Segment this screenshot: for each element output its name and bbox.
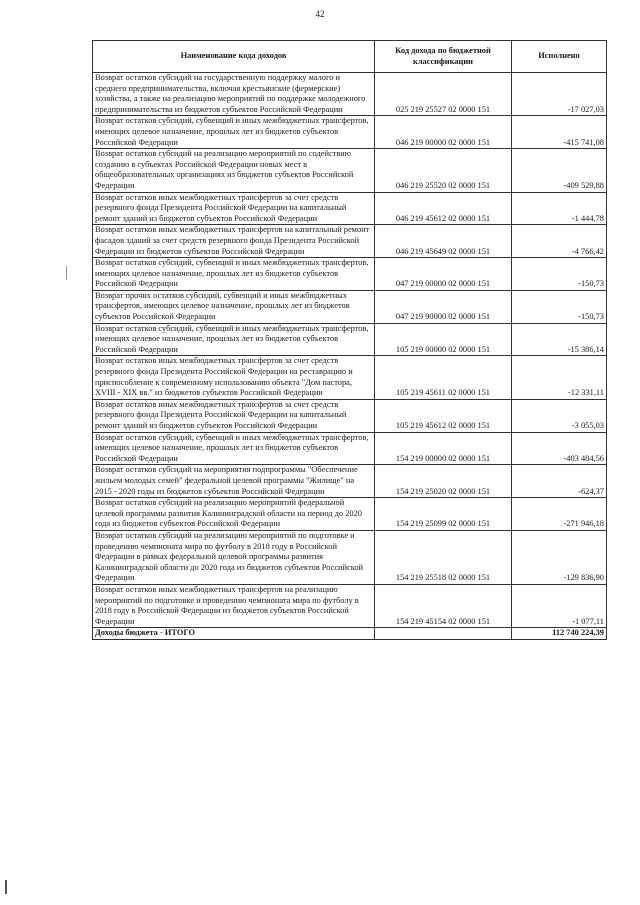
total-row [93, 628, 607, 640]
row-code: 154 219 00000 02 0000 151 [375, 432, 512, 465]
row-code: 046 219 45649 02 0000 151 [375, 225, 512, 258]
row-code: 025 219 25527 02 0000 151 [375, 73, 512, 116]
row-name: Возврат остатков субсидий, субвенций и иных межбюджетных трансфертов, имеющих целевое назначение, прошлых лет из бюджетов субъектов Российской Федерации [93, 258, 375, 291]
row-code: 047 219 00000 02 0000 151 [375, 258, 512, 291]
row-amount: -4 766,42 [512, 225, 607, 258]
total-amount: 112 740 224,39 [512, 628, 607, 640]
table-row [93, 290, 607, 323]
row-code: 154 219 25518 02 0000 151 [375, 530, 512, 584]
total-code [375, 628, 512, 640]
table-row [93, 432, 607, 465]
table-row [93, 149, 607, 192]
table-row [93, 530, 607, 584]
row-amount: -1 444,78 [512, 192, 607, 225]
header-code: Код дохода по бюджетной классификации [375, 41, 512, 73]
row-name: Возврат остатков субсидий на реализацию мероприятий федеральной целевой программы развития Калининградской области на период до 2020 года из бюджетов субъектов Российской Федерации [93, 498, 375, 531]
row-name: Возврат остатков субсидий на государственную поддержку малого и среднего предпринимательства, включая крестьянские (фермерские) хозяйства, а также на реализацию мероприятий по поддержке молодежного предпринимательства из бюджетов субъектов Российской Федерации [93, 73, 375, 116]
header-name: Наименование кода доходов [93, 41, 375, 73]
row-amount: -271 946,18 [512, 498, 607, 531]
row-name: Возврат остатков иных межбюджетных трансфертов на капитальный ремонт фасадов зданий за счет средств резервного фонда Президента Российской Федерации из бюджетов субъектов Российской Федерации [93, 225, 375, 258]
row-name: Возврат остатков субсидий на мероприятия подпрограммы "Обеспечение жильем молодых семей" федеральной целевой программы "Жилище" на 2015 - 2020 годы из бюджетов субъектов Российской Федерации [93, 465, 375, 498]
row-amount: -17 027,03 [512, 73, 607, 116]
page-number: 42 [315, 9, 325, 19]
table-row [93, 356, 607, 399]
row-amount: -624,37 [512, 465, 607, 498]
header-amount: Исполнено [512, 41, 607, 73]
table-row [93, 498, 607, 531]
table-row [93, 225, 607, 258]
row-name: Возврат остатков субсидий, субвенций и иных межбюджетных трансфертов, имеющих целевое назначение, прошлых лет из бюджетов субъектов Российской Федерации [93, 116, 375, 149]
row-name: Возврат остатков иных межбюджетных трансфертов на реализацию мероприятий по подготовке и проведению чемпионата мира по футболу в 2018 году в Российской Федерации из бюджетов субъектов Российской Федерации [93, 584, 375, 627]
table-row [93, 258, 607, 291]
row-amount: -415 741,08 [512, 116, 607, 149]
row-amount: -150,73 [512, 290, 607, 323]
table-header-row [93, 41, 607, 73]
row-amount: -150,73 [512, 258, 607, 291]
row-name: Возврат остатков субсидий на реализацию мероприятий по подготовке и проведению чемпионата мира по футболу в 2018 году в Российской Федерации в рамках федеральной целевой программы развития Калининградской области до 2020 года из бюджетов субъектов Российской Федерации [93, 530, 375, 584]
scan-mark [66, 266, 67, 280]
row-amount: -12 331,11 [512, 356, 607, 399]
total-label: Доходы бюджета - ИТОГО [93, 628, 375, 640]
row-code: 105 219 45611 02 0000 151 [375, 356, 512, 399]
row-name: Возврат остатков иных межбюджетных трансфертов за счет средств резервного фонда Президента Российской Федерации на капитальный ремонт зданий из бюджетов субъектов Российской Федерации [93, 399, 375, 432]
row-code: 046 219 25520 02 0000 151 [375, 149, 512, 192]
table-row [93, 323, 607, 356]
row-amount: -129 836,90 [512, 530, 607, 584]
table-row [93, 465, 607, 498]
row-code: 047 219 90000 02 0000 151 [375, 290, 512, 323]
row-code: 046 219 45612 02 0000 151 [375, 192, 512, 225]
table-row [93, 584, 607, 627]
row-code: 154 219 25020 02 0000 151 [375, 465, 512, 498]
row-name: Возврат остатков субсидий на реализацию мероприятий по содействию созданию в субъектах Российской Федерации новых мест в общеобразовательных организациях из бюджетов субъектов Российской Федерации [93, 149, 375, 192]
income-table [92, 40, 607, 640]
table-row [93, 116, 607, 149]
table-row [93, 73, 607, 116]
row-name: Возврат остатков субсидий, субвенций и иных межбюджетных трансфертов, имеющих целевое назначение, прошлых лет из бюджетов субъектов Российской Федерации [93, 432, 375, 465]
row-code: 105 219 45612 02 0000 151 [375, 399, 512, 432]
row-amount: -15 386,14 [512, 323, 607, 356]
row-amount: -403 484,56 [512, 432, 607, 465]
table-row [93, 192, 607, 225]
row-name: Возврат остатков иных межбюджетных трансфертов за счет средств резервного фонда Президента Российской Федерации на капитальный ремонт зданий из бюджетов субъектов Российской Федерации [93, 192, 375, 225]
row-name: Возврат остатков субсидий, субвенций и иных межбюджетных трансфертов, имеющих целевое назначение, прошлых лет из бюджетов субъектов Российской Федерации [93, 323, 375, 356]
row-amount: -1 077,11 [512, 584, 607, 627]
row-amount: -409 529,88 [512, 149, 607, 192]
row-code: 154 219 45154 02 0000 151 [375, 584, 512, 627]
row-name: Возврат прочих остатков субсидий, субвенций и иных межбюджетных трансфертов, имеющих целевое назначение, прошлых лет из бюджетов субъектов Российской Федерации [93, 290, 375, 323]
row-code: 046 219 00000 02 0000 151 [375, 116, 512, 149]
row-code: 105 219 00000 02 0000 151 [375, 323, 512, 356]
row-name: Возврат остатков иных межбюджетных трансфертов за счет средств резервного фонда Президента Российской Федерации на реставрацию и приспособление к современному использованию объекта "Дом пастора, XVIII - XIX вв." из бюджетов субъектов Российской Федерации [93, 356, 375, 399]
row-amount: -3 055,03 [512, 399, 607, 432]
scan-mark [5, 880, 7, 894]
row-code: 154 219 25099 02 0000 151 [375, 498, 512, 531]
table-row [93, 399, 607, 432]
